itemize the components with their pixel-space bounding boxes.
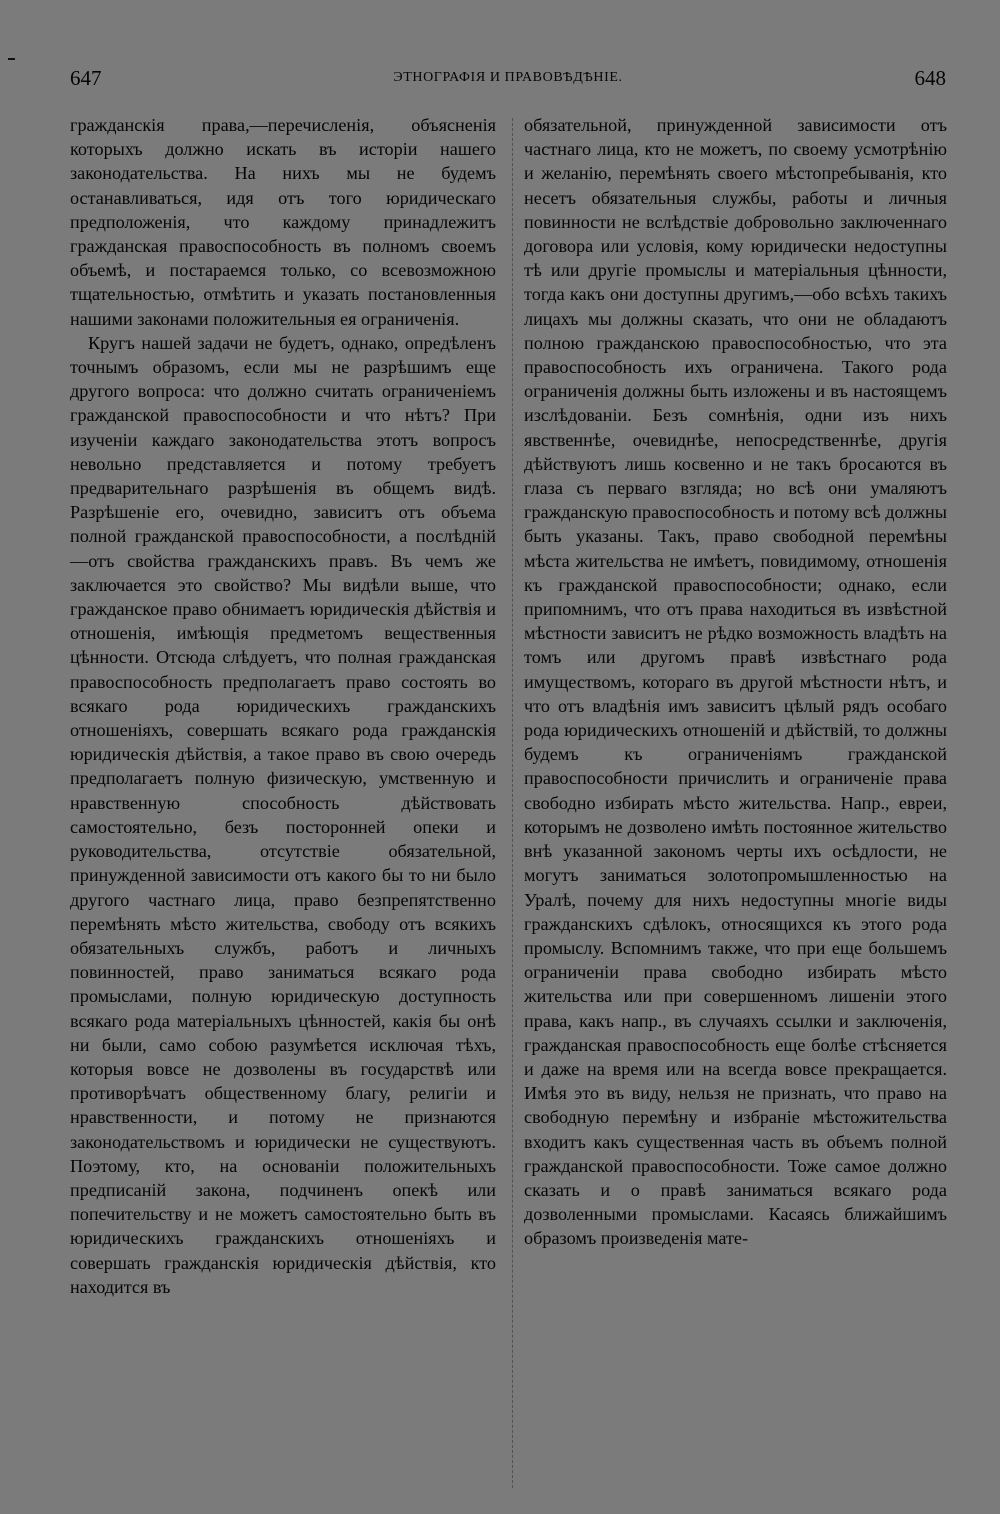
page-number-right: 648: [914, 66, 946, 90]
paragraph: обязательной, принужденной зависимости отъ частнаго лица, кто не можетъ, по своему усмотрѣнію и желанію, перемѣнять своего мѣстопребыванія, кто несетъ обязательныя службы, работы и личныя повинности не вслѣдствіе добровольно заключеннаго договора или условія, кому юридически недоступны тѣ или другіе промыслы и матеріальныя цѣнности, тогда какъ они доступны другимъ,—обо всѣхъ такихъ лицахъ мы должны сказать, что они не обладаютъ полною гражданскою правоспособностью, что эта правоспособность ихъ ограничена. Такого рода ограниченія должны быть изложены и въ настоящемъ изслѣдованіи. Безъ сомнѣнія, одни изъ нихъ явственнѣе, очевиднѣе, непосредственнѣе, другія дѣйствуютъ лишь косвенно и не такъ бросаются въ глаза съ перваго взгляда; но всѣ они умаляютъ гражданскую правоспособность и потому всѣ должны быть указаны. Такъ, право свободной перемѣны мѣста жительства не имѣетъ, повидимому, отношенія къ гражданской правоспособности; однако, если припомнимъ, что отъ права находиться въ извѣстной мѣстности зависитъ не рѣдко возможность владѣть на томъ или другомъ правѣ извѣстнаго рода имуществомъ, котораго въ другой мѣстности нѣтъ, и что отъ владѣнія имъ зависитъ цѣлый рядъ особаго рода юридическихъ отношеній и дѣйствій, то должны будемъ къ ограниченіямъ гражданской правоспособности причислить и ограниченіе права свободно избирать мѣсто жительства. Напр., евреи, которымъ не дозволено имѣть постоянное жительство внѣ указанной закономъ черты ихъ осѣдлости, не могутъ заниматься золотопромышленностью на Уралѣ, почему для нихъ недоступны многіе виды гражданскихъ сдѣлокъ, относящихся къ этого рода промыслу. Вспомнимъ также, что при еще большемъ ограниченіи права свободно избирать мѣсто жительства или при совершенномъ лишеніи этого права, какъ напр., въ случаяхъ ссылки и заключенія, гражданская правоспособность еще болѣе стѣсняется и даже на время или на всегда вовсе прекращается. Имѣя это въ виду, нельзя не признать, что право на свободную перемѣну и избраніе мѣстожительства входитъ какъ существенная часть въ объемъ полной гражданской правоспособности. Тоже самое должно сказать и о правѣ заниматься всякаго рода дозволенными промыслами. Касаясь ближайшимъ образомъ произведенія мате-: [524, 115, 947, 1249]
page-header: [70, 58, 946, 92]
scan-mark: [8, 58, 15, 60]
left-column: [70, 113, 496, 1473]
running-title: ЭТНОГРАФІЯ И ПРАВОВѢДѢНІЕ.: [393, 70, 623, 85]
page-number-left: 647: [70, 66, 102, 90]
column-divider: [512, 118, 514, 1488]
right-column: [524, 113, 947, 1473]
paragraph: гражданскія права,—перечисленія, объясненія которыхъ должно искать въ исторіи нашего законодательства. На нихъ мы не будемъ останавливаться, идя отъ того юридическаго предположенія, что каждому принадлежитъ гражданская правоспособность въ полномъ своемъ объемѣ, и постараемся только, со всевозможною тщательностью, отмѣтить и указать постановленныя нашими законами положительныя ея ограниченія.: [70, 115, 496, 329]
paragraph: Кругъ нашей задачи не будетъ, однако, опредѣленъ точнымъ образомъ, если мы не разрѣшимъ еще другого вопроса: что должно считать ограниченіемъ гражданской правоспособности и что нѣтъ? При изученіи каждаго законодательства этотъ вопросъ невольно представляется и потому требуетъ предварительнаго разрѣшенія въ общемъ видѣ. Разрѣшеніе его, очевидно, зависитъ отъ объема полной гражданской правоспособности, а послѣдній—отъ свойства гражданскихъ правъ. Въ чемъ же заключается это свойство? Мы видѣли выше, что гражданское право обнимаетъ юридическія дѣйствія и отношенія, имѣющія предметомъ вещественныя цѣнности. Отсюда слѣдуетъ, что полная гражданская правоспособность предполагаетъ право состоять во всякаго рода юридическихъ гражданскихъ отношеніяхъ, совершать всякаго рода гражданскія юридическія дѣйствія, а такое право въ свою очередь предполагаетъ полную физическую, умственную и нравственную способность дѣйствовать самостоятельно, безъ посторонней опеки и руководительства, отсутствіе обязательной, принужденной зависимости отъ какого бы то ни было другого частнаго лица, право безпрепятственно перемѣнять мѣсто жительства, свободу отъ всякихъ обязательныхъ службъ, работъ и личныхъ повинностей, право заниматься всякаго рода промыслами, полную юридическую доступность всякаго рода матеріальныхъ цѣнностей, какія бы онѣ ни были, само собою разумѣется исключая тѣхъ, которыя вовсе не дозволены въ государствѣ или противорѣчатъ общественному благу, религіи и нравственности, и потому не признаются законодательствомъ и юридически не существуютъ. Поэтому, кто, на основаніи положительныхъ предписаній закона, подчиненъ опекѣ или попечительству и не можетъ самостоятельно быть въ юридическихъ гражданскихъ отношеніяхъ и совершать гражданскія юридическія дѣйствія, кто находится въ: [70, 332, 496, 1297]
